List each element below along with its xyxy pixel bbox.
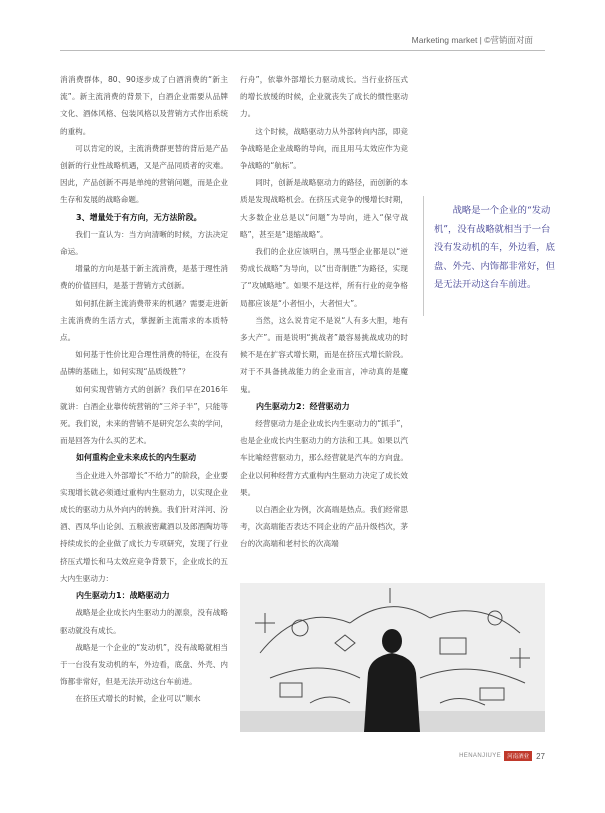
- article-photo: [240, 583, 545, 732]
- pull-quote: [423, 196, 556, 316]
- body-paragraph: 如何实现营销方式的创新？我们早在2016年就讲：白酒企业靠传统营销的“三斧子半”，只能等死。我们说，未来的营销不是研究怎么卖的学问，而是回答为什么买的艺术。: [60, 384, 228, 446]
- pull-quote-text: 战略是一个企业的“发动机”，没有战略就相当于一台没有发动机的车，外边看，底盘、外壳、内饰都非常好，但是无法开动这台车前进。: [434, 205, 555, 290]
- body-paragraph: 在挤压式增长的时候，企业可以“顺水: [75, 694, 201, 704]
- body-paragraph: 行舟”，依靠外部增长力驱动成长。当行业挤压式的增长放缓的时候，企业就丧失了成长的惯性驱动力。: [240, 75, 408, 119]
- middle-column: [240, 71, 408, 553]
- body-paragraph: 战略是一个企业的“发动机”，没有战略就相当于一台没有发动机的车，外边看，底盘、外壳、内饰都非常好，但是无法开动这台车前进。: [60, 642, 228, 687]
- section-heading: 内生驱动力1：战略驱动力: [76, 591, 170, 601]
- section-heading: 内生驱动力2：经营驱动力: [256, 401, 350, 411]
- page-footer: [459, 750, 545, 762]
- body-paragraph: 同时，创新是战略驱动力的路径，而创新的本质是发现战略机会。在挤压式竞争的慢增长时期，大多数企业总是以“问题”为导向，进入“保守战略”，甚至是“退缩战略”。: [240, 178, 408, 239]
- body-paragraph: 战略是企业成长内生驱动力的源泉，没有战略驱动就没有成长。: [60, 608, 228, 635]
- footer-tag: 河南酒业: [504, 751, 532, 761]
- body-paragraph: 消消费群体，80、90逐步成了白酒消费的“新主流”。新主流消费的背景下，白酒企业需要从品牌文化、酒体风格、包装风格以及营销方式作出系统的重构。: [60, 75, 228, 136]
- body-paragraph: 当企业进入外部增长“不给力”的阶段，企业要实现增长就必须通过重构内生驱动力，以实现企业成长的驱动力从外向内的转换。我们针对洋河、汾酒、西凤华山论剑、五粮液密藏酒以及郎酒陶坊等持续成长的企业做了成长力专项研究，发现了行业挤压式增长和马太效应竞争背景下，企业成长的五大内生驱动力：: [60, 470, 228, 583]
- section-heading: 如何重构企业未来成长的内生驱动: [76, 453, 196, 463]
- section-heading: 3、增量处于有方向，无方法阶段。: [76, 212, 202, 222]
- page-header: [0, 34, 605, 50]
- body-paragraph: 我们一直认为：当方向清晰的时候，方法决定命运。: [60, 229, 228, 257]
- whiteboard-illustration: [240, 583, 545, 732]
- body-paragraph: 我们的企业应该明白，黑马型企业都是以“逆势成长战略”为导向，以“出奇制胜”为路径，实现了“攻城略地”。如果不是这样，所有行业的竞争格局都应该是“小者恒小，大者恒大”。: [240, 247, 408, 308]
- header-title: Marketing market | ©营销面对面: [411, 35, 533, 45]
- body-paragraph: 当然，这么说肯定不是说“人有多大胆，地有多大产”。而是说明“挑战者”最容易挑战成功的时候不是在扩容式增长期，而是在挤压式增长阶段。对于不具备挑战能力的企业而言，冲动真的是魔鬼。: [240, 315, 408, 394]
- body-paragraph: 如何基于性价比迎合理性消费的特征，在没有品牌的基础上，如何实现“品质级胜”？: [60, 350, 228, 377]
- body-paragraph: 这个时候，战略驱动力从外部转向内部，即竞争战略是企业战略的导向，而且用马太效应作为竞争战略的“航标”。: [240, 126, 408, 171]
- body-paragraph: 增量的方向是基于新主流消费，是基于理性消费的价值回归，是基于营销方式创新。: [60, 264, 228, 291]
- page-number: 27: [536, 751, 545, 761]
- body-paragraph: 以白酒企业为例，次高端是热点。我们经常思考，次高端能否表达不同企业的产品升级档次，茅台的次高端和老村长的次高端: [240, 505, 408, 549]
- footer-magazine: HENANJIUYE: [459, 753, 502, 759]
- body-paragraph: 可以肯定的说，主流消费群更替的背后是产品创新的行业性战略机遇，又是产品同质者的灾难。因此，产品创新不再是单纯的营销问题，而是企业生存和发展的战略命题。: [60, 143, 228, 205]
- header-divider: [60, 50, 545, 51]
- body-paragraph: 经营驱动力是企业成长内生驱动力的“抓手”，也是企业成长内生驱动力的方法和工具。如果以汽车比喻经营驱动力，那么经营就是汽车的方向盘。企业以何种经营方式重构内生驱动力决定了成长效果。: [240, 419, 408, 497]
- left-column: [60, 71, 228, 708]
- body-paragraph: 如何抓住新主流消费带来的机遇？需要走进新主流消费的生活方式，掌握新主流需求的本质特点。: [60, 298, 228, 343]
